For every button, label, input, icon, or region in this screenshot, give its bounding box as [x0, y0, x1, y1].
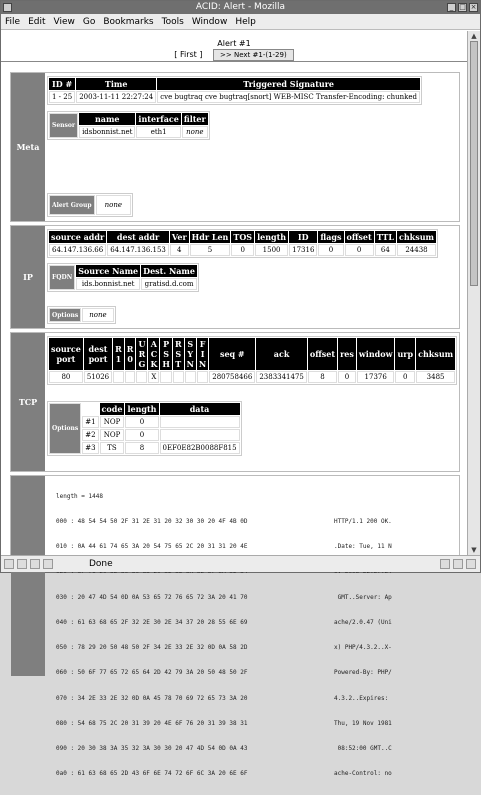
col-ver: Ver [171, 232, 187, 242]
tcp-options-table [47, 401, 242, 456]
window-title: ACID: Alert - Mozilla [195, 2, 286, 12]
payload-label [11, 476, 45, 676]
payload-line: 030 : 20 47 4D 54 0D 0A 53 65 72 76 65 72 3A 20 41 70 GMT..Server: Ap [56, 593, 392, 601]
menu-view[interactable]: View [53, 17, 75, 27]
sensor-interface: eth1 [136, 126, 180, 138]
alert-navigation [1, 49, 467, 61]
meta-label: Meta [11, 73, 45, 221]
alert-group-label: Alert Group [49, 195, 95, 215]
menu-window[interactable]: Window [191, 17, 228, 27]
sensor-label: Sensor [49, 113, 78, 138]
payload-line: 060 : 50 6F 77 65 72 65 64 2D 42 79 3A 20 50 48 50 2F Powered-By: PHP/ [56, 669, 392, 677]
fqdn-source-name: ids.bonnist.net [76, 278, 140, 290]
fqdn-table [47, 263, 199, 292]
col-signature: Triggered Signature [157, 78, 420, 90]
payload-line: 080 : 54 68 75 2C 20 31 39 20 4E 6F 76 20 31 39 38 31 Thu, 19 Nov 1981 [56, 719, 392, 727]
col-sensor-name: name [79, 113, 135, 125]
col-length: length [257, 232, 287, 242]
ip-length: 1500 [255, 244, 288, 256]
ip-offset: 0 [345, 244, 374, 256]
popup-icon [466, 559, 476, 569]
col-filter: filter [183, 114, 206, 124]
opt-data [160, 429, 240, 441]
col-ack: ack [256, 338, 307, 370]
ip-tos: 0 [231, 244, 254, 256]
col-fin: F I N [198, 339, 207, 369]
col-offset: offset [346, 232, 372, 242]
first-link[interactable]: [ First ] [174, 50, 203, 59]
col-urp: urp [395, 338, 415, 370]
col-ttl: TTL [376, 232, 394, 242]
col-tcp-offset: offset [308, 338, 337, 370]
col-r0: R 0 [125, 338, 136, 370]
vertical-scrollbar[interactable] [467, 31, 480, 555]
signature-refs[interactable]: cve bugtraq cve bugtraq [160, 93, 248, 101]
tcp-label: TCP [11, 333, 45, 471]
opt-length: 0 [125, 416, 158, 428]
col-source-addr: source addr [49, 231, 106, 243]
page-title: Alert #1 [217, 39, 251, 48]
menu-edit[interactable]: Edit [28, 17, 46, 27]
col-id: ID # [49, 78, 75, 90]
ip-source-addr[interactable]: 64.147.136.66 [49, 244, 106, 256]
col-time: Time [76, 78, 156, 90]
tcp-urp: 0 [395, 371, 415, 383]
minimize-icon[interactable]: _ [447, 3, 456, 12]
sensor-table [47, 111, 210, 140]
menu-help[interactable]: Help [235, 17, 256, 27]
status-text: Done [89, 559, 113, 569]
col-urg: U R G [138, 339, 146, 369]
divider [1, 61, 467, 62]
col-source-port: source port [49, 338, 83, 370]
ip-chksum: 24438 [397, 244, 436, 256]
payload-line: 070 : 34 2E 33 2E 32 0D 0A 45 78 70 69 72 65 73 3A 20 4.3.2..Expires: [56, 694, 392, 702]
scroll-down-icon[interactable]: ▼ [471, 546, 477, 554]
alert-table [47, 76, 422, 105]
mail-icon[interactable] [17, 559, 27, 569]
col-flags: flags [320, 232, 342, 242]
opt-index: #1 [82, 416, 98, 428]
ip-dest-addr[interactable]: 64.147.136.153 [107, 244, 169, 256]
col-ack-flag: A C K [148, 338, 159, 370]
tcp-r0 [125, 371, 136, 383]
ip-options-table [47, 306, 116, 324]
tcp-seq: 280758466 [209, 371, 255, 383]
col-dest-port: dest port [84, 338, 112, 370]
ip-label: IP [11, 226, 45, 328]
col-source-name: Source Name [78, 266, 139, 276]
tcp-r1 [113, 371, 124, 383]
next-button[interactable]: >> Next #1-(1-29) [213, 49, 294, 61]
tcp-window: 17376 [357, 371, 395, 383]
payload-line: 000 : 48 54 54 50 2F 31 2E 31 20 32 30 30 20 4F 4B 0D HTTP/1.1 200 OK. [56, 518, 392, 526]
col-psh: P S H [162, 339, 170, 369]
menu-go[interactable]: Go [82, 17, 96, 27]
opt-data [160, 416, 240, 428]
col-dest-name: Dest. Name [143, 266, 195, 276]
tcp-header-table [47, 336, 457, 385]
sensor-name: idsbonnist.net [79, 126, 135, 138]
connection-icon [440, 559, 450, 569]
scroll-up-icon[interactable]: ▲ [471, 32, 477, 40]
tcp-res: 0 [338, 371, 356, 383]
tcp-section [10, 332, 460, 472]
scroll-thumb[interactable] [470, 41, 478, 286]
menu-tools[interactable]: Tools [161, 17, 184, 27]
table-row [49, 244, 436, 256]
col-dest-addr: dest addr [107, 231, 169, 243]
tcp-dest-port: 51026 [84, 371, 112, 383]
alert-id: 1 - 25 [49, 91, 75, 103]
signature-text: WEB-MISC Transfer-Encoding: chunked [271, 93, 418, 101]
opt-data: 0EF0E82B0088F815 [160, 442, 240, 454]
opt-length: 8 [125, 442, 158, 454]
col-interface: interface [138, 114, 179, 124]
title-bar [1, 1, 480, 14]
maximize-icon[interactable]: □ [459, 3, 466, 11]
payload-line: 040 : 61 63 68 65 2F 32 2E 30 2E 34 37 20 28 55 6E 69 ache/2.0.47 (Uni [56, 618, 392, 626]
tcp-ack-flag: X [148, 371, 159, 383]
fqdn-dest-name: gratisd.d.com [141, 278, 197, 290]
alert-time: 2003-11-11 22:27:24 [76, 91, 156, 103]
opt-code: TS [100, 442, 125, 454]
ip-ver: 4 [170, 244, 189, 256]
tcp-source-port: 80 [49, 371, 83, 383]
col-window: window [357, 338, 395, 370]
ip-hdr-len: 5 [190, 244, 231, 256]
col-rst: R S T [174, 339, 182, 369]
col-seq: seq # [209, 338, 255, 370]
table-row [49, 91, 420, 103]
window-menu-icon[interactable] [3, 3, 12, 12]
opt-index: #3 [82, 442, 98, 454]
opt-length: 0 [125, 429, 158, 441]
payload-section [10, 475, 460, 778]
col-syn: S Y N [186, 339, 194, 369]
tcp-fin [197, 371, 208, 383]
col-opt-code: code [101, 404, 123, 414]
ip-id: 17316 [289, 244, 317, 256]
tcp-chksum: 3485 [416, 371, 455, 383]
col-hdr-len: Hdr Len [191, 232, 229, 242]
ip-options-label: Options [49, 308, 81, 322]
alert-group-table [47, 193, 133, 217]
address-book-icon[interactable] [43, 559, 53, 569]
menu-bar [1, 14, 480, 30]
snort-link[interactable]: [snort] [247, 93, 272, 101]
payload-line: 050 : 78 29 20 50 48 50 2F 34 2E 33 2E 32 0D 0A 58 2D x) PHP/4.3.2..X- [56, 644, 392, 652]
alert-signature [157, 91, 420, 103]
fqdn-label: FQDN [49, 265, 75, 290]
payload-line: 0a0 : 61 63 68 65 2D 43 6F 6E 74 72 6F 6C 3A 20 6E 6F ache-Control: no [56, 770, 392, 778]
payload-line: 010 : 0A 44 61 74 65 3A 20 54 75 65 2C 20 31 31 20 4E .Date: Tue, 11 N [56, 543, 392, 551]
col-tcp-chksum: chksum [416, 338, 455, 370]
ip-section [10, 225, 460, 329]
tcp-rst [173, 371, 184, 383]
sensor-filter: none [182, 126, 208, 138]
opt-code: NOP [100, 429, 125, 441]
col-tos: TOS [233, 232, 253, 242]
col-res: res [338, 338, 356, 370]
ip-ttl: 64 [375, 244, 396, 256]
table-row [49, 371, 455, 383]
close-icon[interactable]: × [470, 3, 477, 11]
tcp-offset: 8 [308, 371, 337, 383]
opt-code: NOP [100, 416, 125, 428]
tcp-syn [185, 371, 196, 383]
alert-group-value: none [96, 195, 131, 215]
ip-flags: 0 [318, 244, 343, 256]
security-lock-icon [453, 559, 463, 569]
opt-index: #2 [82, 429, 98, 441]
col-opt-length: length [127, 404, 157, 414]
menu-file[interactable]: File [5, 17, 21, 27]
ip-header-table [47, 229, 438, 258]
col-chksum: chksum [398, 232, 434, 242]
tcp-psh [160, 371, 172, 383]
navigator-icon[interactable] [4, 559, 14, 569]
tcp-ack: 2383341475 [256, 371, 307, 383]
tcp-options-label: Options [49, 403, 81, 454]
payload-line: 090 : 20 30 38 3A 35 32 3A 30 30 20 47 4D 54 0D 0A 43 08:52:00 GMT..C [56, 745, 392, 752]
col-r1: R 1 [113, 338, 124, 370]
meta-section [10, 72, 460, 222]
menu-bookmarks[interactable]: Bookmarks [103, 17, 154, 27]
payload-length: length = 1448 [56, 492, 103, 500]
tcp-urg [136, 371, 147, 383]
composer-icon[interactable] [30, 559, 40, 569]
ip-options-value: none [82, 308, 113, 322]
col-opt-data: data [160, 403, 240, 415]
col-ip-id: ID [289, 231, 317, 243]
status-bar [1, 555, 480, 572]
